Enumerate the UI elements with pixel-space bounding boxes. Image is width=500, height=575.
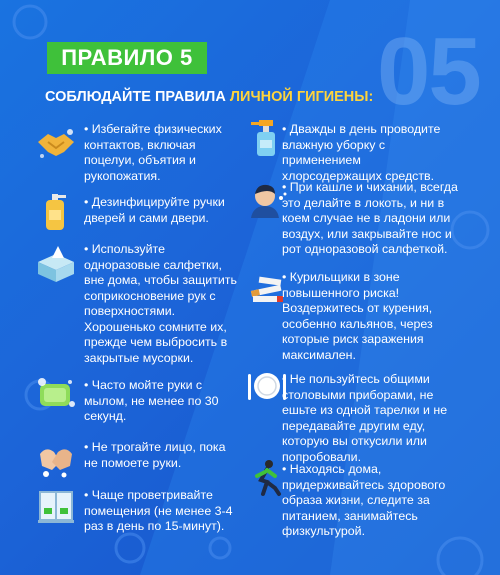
- right-item-text-3: • Курильщики в зоне повышенного риска! Воздержитесь от курения, особенно кальянов, через которые риск заражения максимален.: [282, 270, 433, 362]
- window-ventilation-icon: [34, 486, 78, 526]
- headline-accent: ЛИЧНОЙ ГИГИЕНЫ:: [229, 89, 374, 105]
- rule-badge: ПРАВИЛО 5: [47, 42, 207, 74]
- right-item-text-2: • При кашле и чихании, всегда это делайте в локоть, и ни в коем случае не в ладони или воздух, или закрывайте нос и рот одноразовой салфеткой.: [282, 180, 458, 256]
- right-item-text-1: • Дважды в день проводите влажную уборку с применением хлорсодержащих средств.: [282, 122, 441, 183]
- right-item-text-4: • Не пользуйтесь общими столовыми приборами, не ешьте из одной тарелки и не передавайте другим еду, которую вы откусили или попробовали.: [282, 372, 448, 464]
- sanitizer-bottle-icon: [34, 192, 78, 232]
- rule-number: 05: [377, 18, 480, 125]
- left-item-text-4: • Часто мойте руки с мылом, не менее по 30 секунд.: [84, 378, 219, 423]
- left-item-text-2: • Дезинфицируйте ручки дверей и сами двери.: [84, 195, 225, 225]
- left-item-text-3: • Используйте одноразовые салфетки, вне дома, чтобы защитить соприкосновение рук с поверхностями. Хорошенько сомните их, прежде чем выбросить в закрытые мусорки.: [84, 242, 237, 365]
- washing-hands-icon: [34, 440, 78, 480]
- left-item-text-5: • Не трогайте лицо, пока не помоете руки.: [84, 440, 226, 470]
- soap-icon: [34, 374, 78, 414]
- left-item-text-6: • Чаще проветривайте помещения (не менее 3-4 раз в день по 15-минут).: [84, 488, 233, 533]
- napkin-box-icon: [34, 244, 78, 284]
- headline-main: СОБЛЮДАЙТЕ ПРАВИЛА: [45, 89, 230, 105]
- headline: [45, 89, 373, 105]
- handshake-icon: [34, 122, 78, 162]
- left-item-text-1: • Избегайте физических контактов, включая поцелуи, объятия и рукопожатия.: [84, 122, 222, 183]
- right-item-text-5: • Находясь дома, придерживайтесь здорового образа жизни, следите за питанием, занимайтесь физкультурой.: [282, 462, 446, 538]
